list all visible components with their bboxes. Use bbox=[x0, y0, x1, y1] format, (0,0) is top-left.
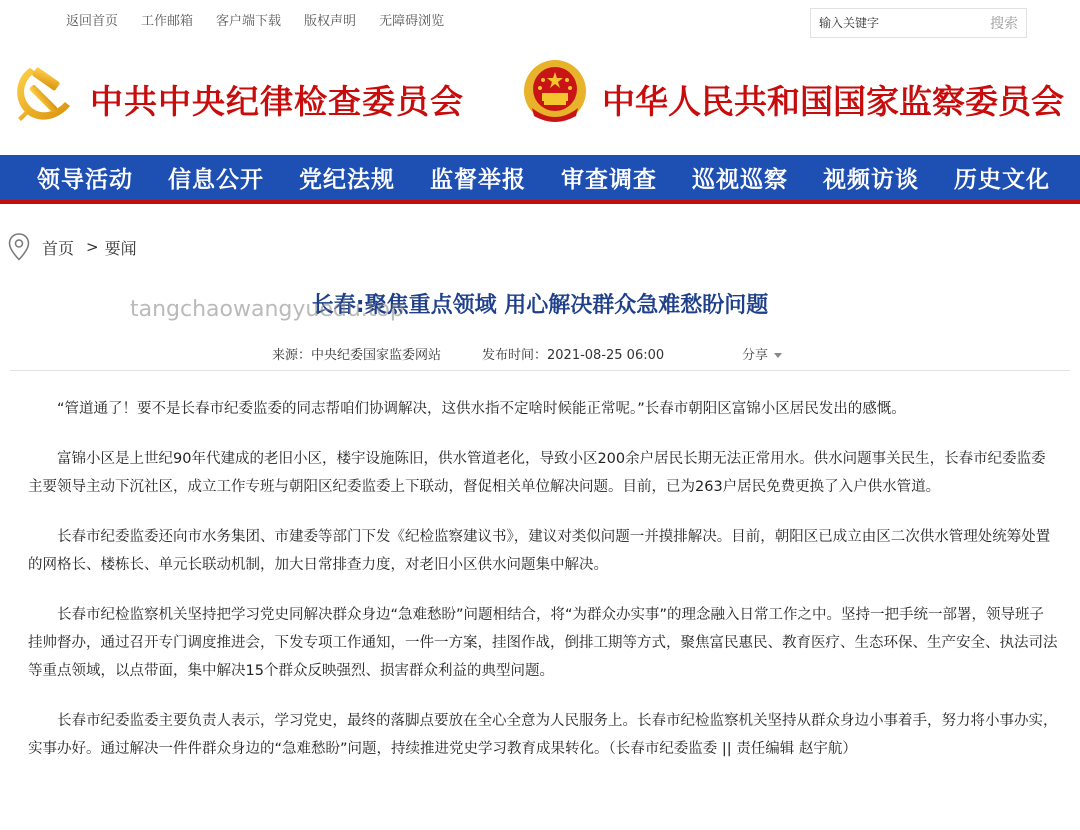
hammer-sickle-icon bbox=[10, 60, 76, 126]
chevron-down-icon bbox=[774, 353, 782, 358]
nav-item-investigation[interactable]: 审查调查 bbox=[561, 166, 657, 193]
national-emblem-icon bbox=[520, 58, 590, 128]
top-links bbox=[66, 10, 467, 29]
divider bbox=[10, 370, 1070, 371]
search-button[interactable]: 搜索 bbox=[990, 16, 1018, 32]
breadcrumb-current[interactable]: 要闻 bbox=[104, 238, 137, 258]
nav-item-video[interactable]: 视频访谈 bbox=[823, 166, 919, 193]
nav-item-leadership[interactable]: 领导活动 bbox=[37, 166, 133, 193]
article-paragraph: 富锦小区是上世纪90年代建成的老旧小区，楼宇设施陈旧，供水管道老化，导致小区200余户居民长期无法正常用水。供水问题事关民生，长春市纪委监委主要领导主动下沉社区，成立工作专班与朝阳区纪委监委上下联动，督促相关单位解决问题。目前，已为263户居民免费更换了入户供水管道。 bbox=[28, 451, 1046, 495]
link-work-email[interactable]: 工作邮箱 bbox=[141, 14, 194, 29]
nav-item-history[interactable]: 历史文化 bbox=[954, 166, 1050, 193]
article-body bbox=[28, 395, 1058, 785]
nav-item-report[interactable]: 监督举报 bbox=[430, 166, 526, 193]
link-client-download[interactable]: 客户端下载 bbox=[216, 14, 282, 29]
article-paragraph: 长春市纪委监委主要负责人表示，学习党史，最终的落脚点要放在全心全意为人民服务上。长春市纪检监察机关坚持从群众身边小事着手，努力将小事办实，实事办好。通过解决一件件群众身边的“急难愁盼”问题，持续推进党史学习教育成果转化。（长春市纪委监委 || 责任编辑 赵宇航） bbox=[28, 713, 1058, 757]
watermark: tangchaowangyuedu.top bbox=[130, 297, 404, 322]
top-utility-bar bbox=[0, 0, 1080, 40]
share-button[interactable] bbox=[742, 344, 782, 363]
article-paragraph: “管道通了！要不是长春市纪委监委的同志帮咱们协调解决，这供水指不定啥时候能正常呢。”长春市朝阳区富锦小区居民发出的感慨。 bbox=[57, 401, 906, 417]
article-paragraph: 长春市纪委监委还向市水务集团、市建委等部门下发《纪检监察建议书》，建议对类似问题一并摸排解决。目前，朝阳区已成立由区二次供水管理处统筹处置的网格长、楼栋长、单元长联动机制，加大日常排查力度，对老旧小区供水问题集中解决。 bbox=[28, 529, 1051, 573]
link-copyright[interactable]: 版权声明 bbox=[304, 14, 357, 29]
state-commission-title: 中华人民共和国国家监察委员会 bbox=[602, 82, 1064, 121]
link-home[interactable]: 返回首页 bbox=[66, 14, 119, 29]
article-publish-time: 发布时间：2021-08-25 06:00 bbox=[482, 348, 665, 363]
location-pin-icon bbox=[8, 233, 30, 261]
share-label: 分享 bbox=[742, 348, 769, 363]
breadcrumb-home[interactable]: 首页 bbox=[42, 238, 75, 258]
nav-item-info-disclosure[interactable]: 信息公开 bbox=[168, 166, 264, 193]
main-nav bbox=[0, 155, 1080, 204]
breadcrumb-separator: > bbox=[86, 238, 99, 256]
search-input[interactable] bbox=[819, 14, 969, 32]
site-header bbox=[0, 48, 1080, 148]
nav-item-party-regulations[interactable]: 党纪法规 bbox=[299, 166, 395, 193]
search-box bbox=[810, 8, 1027, 38]
article-source: 来源：中央纪委国家监委网站 bbox=[272, 348, 442, 363]
link-accessibility[interactable]: 无障碍浏览 bbox=[379, 14, 445, 29]
party-commission-title: 中共中央纪律检查委员会 bbox=[90, 82, 464, 121]
article-title: 长春:聚焦重点领域 用心解决群众急难愁盼问题 bbox=[311, 293, 769, 318]
article-paragraph: 长春市纪检监察机关坚持把学习党史同解决群众身边“急难愁盼”问题相结合，将“为群众办实事”的理念融入日常工作之中。坚持一把手统一部署，领导班子挂帅督办，通过召开专门调度推进会，下发专项工作通知，一件一方案，挂图作战，倒排工期等方式，聚焦富民惠民、教育医疗、生态环保、生产安全、执法司法等重点领域，以点带面，集中解决15个群众反映强烈、损害群众利益的典型问题。 bbox=[28, 607, 1058, 679]
nav-item-inspection[interactable]: 巡视巡察 bbox=[692, 166, 788, 193]
breadcrumb bbox=[8, 233, 137, 261]
